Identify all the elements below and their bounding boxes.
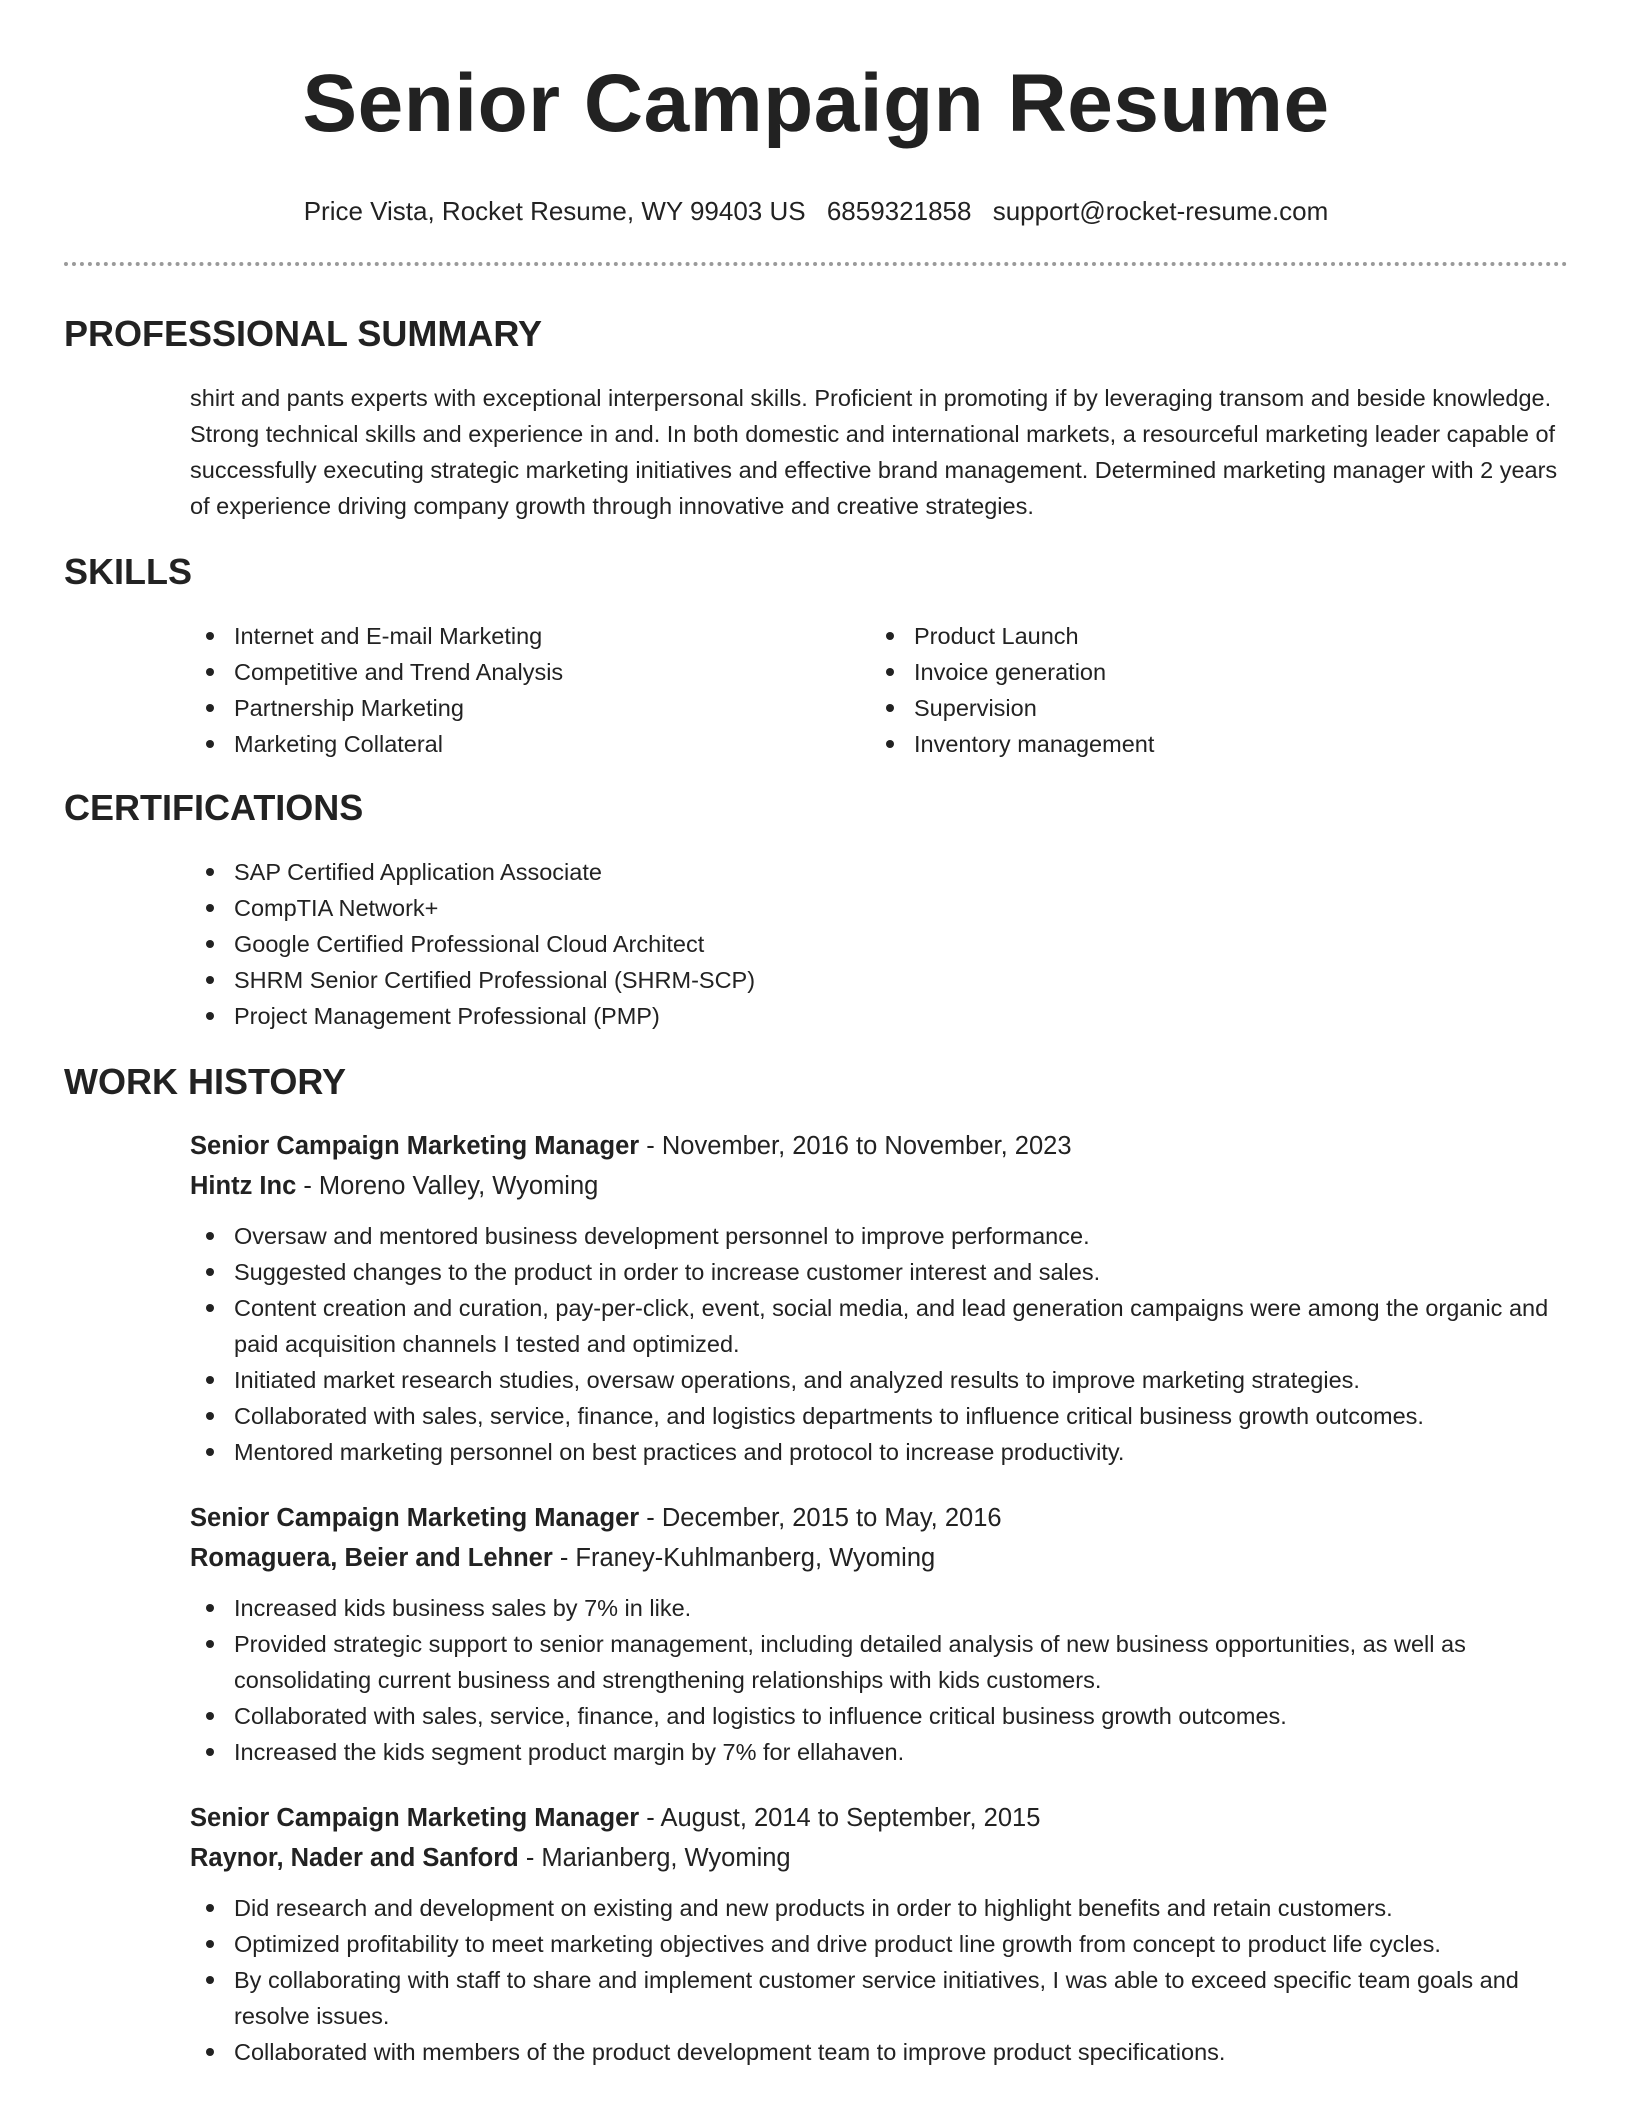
job-bullet: Suggested changes to the product in order to increase customer interest and sales. — [190, 1254, 1568, 1290]
certification-item: CompTIA Network+ — [190, 890, 1568, 926]
job-role: Senior Campaign Marketing Manager — [190, 1504, 640, 1532]
job-bullet: Collaborated with members of the product development team to improve product specifications. — [190, 2034, 1568, 2070]
job-bullet: Initiated market research studies, oversaw operations, and analyzed results to improve marketing strategies. — [190, 1362, 1568, 1398]
job-bullet: By collaborating with staff to share and implement customer service initiatives, I was able to exceed specific team goals and resolve issues. — [190, 1962, 1568, 2034]
skill-item: Supervision — [870, 690, 1550, 726]
job-company: Romaguera, Beier and Lehner — [190, 1544, 553, 1572]
job-bullet: Mentored marketing personnel on best practices and protocol to increase productivity. — [190, 1434, 1568, 1470]
job-title-line — [190, 1498, 1568, 1538]
job-bullet: Content creation and curation, pay-per-click, event, social media, and lead generation campaigns were among the organic and paid acquisition channels I tested and optimized. — [190, 1290, 1568, 1362]
summary-heading: PROFESSIONAL SUMMARY — [64, 313, 543, 354]
skill-item: Competitive and Trend Analysis — [190, 654, 870, 690]
skill-item: Internet and E-mail Marketing — [190, 618, 870, 654]
job-title-line — [190, 1798, 1568, 1838]
job-bullet: Optimized profitability to meet marketing objectives and drive product line growth from concept to product life cycles. — [190, 1926, 1568, 1962]
skills-left-list — [190, 618, 870, 762]
skills-heading: SKILLS — [64, 551, 193, 592]
job-dates: - November, 2016 to November, 2023 — [639, 1132, 1072, 1160]
job-bullet-list — [190, 1890, 1568, 2070]
contact-address: Price Vista, Rocket Resume, WY 99403 US — [303, 196, 806, 226]
job-bullet: Collaborated with sales, service, finance, and logistics to influence critical business growth outcomes. — [190, 1698, 1568, 1734]
job-title-line — [190, 1126, 1568, 1166]
contact-phone: 6859321858 — [826, 196, 972, 226]
skill-item: Invoice generation — [870, 654, 1550, 690]
certifications-list — [190, 854, 1568, 1034]
job-bullet: Increased the kids segment product margin by 7% for ellahaven. — [190, 1734, 1568, 1770]
job-company: Hintz Inc — [190, 1172, 297, 1200]
job-entry — [190, 1126, 1568, 1470]
resume-name: Senior Campaign Resume — [302, 58, 1330, 149]
job-bullet-list — [190, 1218, 1568, 1470]
skill-item: Partnership Marketing — [190, 690, 870, 726]
job-dates: - August, 2014 to September, 2015 — [639, 1804, 1041, 1832]
certification-item: Project Management Professional (PMP) — [190, 998, 1568, 1034]
job-location: - Franey-Kuhlmanberg, Wyoming — [552, 1544, 936, 1572]
skills-right-list — [870, 618, 1550, 762]
job-location: - Marianberg, Wyoming — [518, 1844, 791, 1872]
job-role: Senior Campaign Marketing Manager — [190, 1132, 640, 1160]
job-bullet: Collaborated with sales, service, finance, and logistics departments to influence critical business growth outcomes. — [190, 1398, 1568, 1434]
certifications-heading: CERTIFICATIONS — [64, 787, 364, 828]
work-history-heading: WORK HISTORY — [64, 1061, 347, 1102]
certification-item: SAP Certified Application Associate — [190, 854, 1568, 890]
job-bullet: Did research and development on existing and new products in order to highlight benefits and retain customers. — [190, 1890, 1568, 1926]
job-bullet: Oversaw and mentored business development personnel to improve performance. — [190, 1218, 1568, 1254]
job-company-line — [190, 1166, 1568, 1206]
job-bullet-list — [190, 1590, 1568, 1770]
job-entry — [190, 1498, 1568, 1770]
job-entry — [190, 1798, 1568, 2070]
header-divider — [64, 262, 1568, 266]
job-company-line — [190, 1838, 1568, 1878]
job-company-line — [190, 1538, 1568, 1578]
contact-line — [64, 194, 1568, 228]
certification-item: Google Certified Professional Cloud Architect — [190, 926, 1568, 962]
job-role: Senior Campaign Marketing Manager — [190, 1804, 640, 1832]
job-dates: - December, 2015 to May, 2016 — [639, 1504, 1002, 1532]
skill-item: Inventory management — [870, 726, 1550, 762]
job-location: - Moreno Valley, Wyoming — [296, 1172, 599, 1200]
skill-item: Product Launch — [870, 618, 1550, 654]
skill-item: Marketing Collateral — [190, 726, 870, 762]
job-company: Raynor, Nader and Sanford — [190, 1844, 519, 1872]
contact-email: support@rocket-resume.com — [992, 196, 1329, 226]
certification-item: SHRM Senior Certified Professional (SHRM-SCP) — [190, 962, 1568, 998]
job-bullet: Provided strategic support to senior management, including detailed analysis of new business opportunities, as well as consolidating current business and strengthening relationships with kids customers. — [190, 1626, 1568, 1698]
skills-grid — [190, 618, 1568, 762]
job-bullet: Increased kids business sales by 7% in like. — [190, 1590, 1568, 1626]
summary-text: shirt and pants experts with exceptional interpersonal skills. Proficient in promoting if by leveraging transom and beside knowledge. Strong technical skills and experience in and. In both domestic and international markets, a resourceful marketing leader capable of successfully executing strategic marketing initiatives and effective brand management. Determined marketing manager with 2 years of experience driving company growth through innovative and creative strategies. — [190, 385, 1558, 519]
